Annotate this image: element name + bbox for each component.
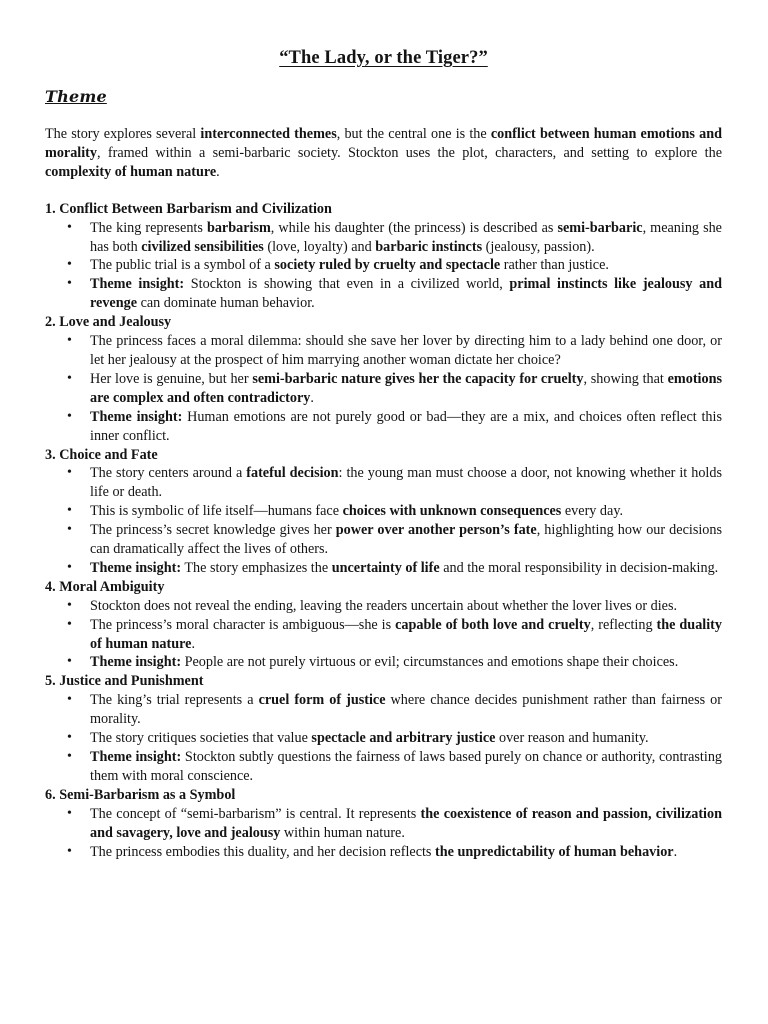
text-run: . (310, 389, 314, 406)
subsection-title: 4. Moral Ambiguity (45, 578, 165, 595)
bullet-icon: • (67, 219, 72, 235)
bullet-item (45, 219, 722, 257)
text-run: , reflecting (590, 616, 657, 633)
bullet-icon: • (67, 408, 72, 424)
bullet-icon: • (67, 749, 72, 764)
text-run: The story emphasizes the (181, 559, 332, 576)
bullet-list (45, 597, 722, 673)
bold-text: semi-barbaric (557, 219, 643, 236)
bold-text: Theme insight: (90, 276, 185, 293)
text-run: (jealousy, passion). (482, 238, 595, 255)
bullet-item (45, 332, 722, 370)
document-title: “The Lady, or the Tiger?” (279, 48, 488, 68)
bold-text: Theme insight: (90, 654, 182, 671)
subsection-title: 3. Choice and Fate (45, 446, 158, 463)
text-run: Stockton is showing that even in a civilized world, (184, 276, 510, 293)
text-run: where chance decides punishment rather than fairness or morality. (90, 692, 722, 728)
text-run: The story critiques societies that value (90, 730, 312, 747)
subsection-title: 5. Justice and Punishment (45, 673, 204, 690)
bullet-icon: • (67, 522, 72, 538)
bullet-item (45, 408, 722, 446)
bullet-list (45, 691, 722, 786)
theme-subsection (45, 313, 722, 445)
bold-text: cruel form of justice (258, 692, 386, 709)
theme-subsection (45, 672, 722, 785)
text-run: The princess’s secret knowledge gives her (90, 522, 336, 539)
text-run: The princess embodies this duality, and her decision reflects (90, 843, 435, 860)
bold-text: capable of both love and cruelty (395, 616, 591, 633)
text-run: , meaning she has both (90, 219, 722, 255)
text-run: , framed within a semi-barbaric society. Stockton uses the plot, characters, and setting to explore the (97, 144, 722, 161)
bold-text: power over another person’s fate (335, 522, 537, 539)
text-run: . (216, 163, 220, 180)
bullet-item (45, 256, 722, 275)
text-run: and the moral responsibility in decision-making. (439, 559, 719, 576)
bullet-icon: • (67, 597, 72, 613)
bullet-list (45, 464, 722, 577)
bullet-icon: • (67, 257, 72, 273)
bullet-item (45, 464, 722, 502)
text-run: The princess faces a moral dilemma: should she save her lover by directing him to a lady behind one door, or let her jealousy at the prospect of him marrying another woman dictate her choice? (90, 333, 722, 368)
text-run: The concept of “semi-barbarism” is central. It represents (90, 805, 421, 822)
text-run: can dominate human behavior. (137, 295, 315, 312)
bullet-item (45, 502, 722, 521)
bullet-item (45, 729, 722, 748)
text-run: : the young man must choose a door, not knowing whether it holds life or death. (90, 465, 722, 501)
bold-text: complexity of human nature (45, 163, 217, 180)
bullet-item (45, 597, 722, 616)
text-run: People are not purely virtuous or evil; circumstances and emotions shape their choices. (181, 654, 679, 671)
bold-text: choices with unknown consequences (342, 503, 562, 520)
bullet-list (45, 219, 722, 314)
bullet-item (45, 653, 722, 672)
bold-text: civilized sensibilities (141, 238, 264, 255)
bullet-item (45, 843, 722, 862)
bold-text: the unpredictability of human behavior (435, 843, 674, 860)
text-run: The king’s trial represents a (90, 692, 259, 709)
text-run: Stockton does not reveal the ending, leaving the readers uncertain about whether the lover lives or dies. (90, 597, 678, 614)
bold-text: interconnected themes (200, 126, 337, 142)
text-run: Stockton subtly questions the fairness of laws based purely on chance or authority, contrasting them with moral conscience. (90, 749, 723, 784)
theme-subsection (45, 786, 722, 862)
bold-text: Theme insight: (90, 559, 182, 576)
section-heading-theme: Theme (45, 87, 107, 106)
bullet-item (45, 616, 722, 654)
bullet-icon: • (67, 692, 72, 708)
bold-text: Theme insight: (90, 749, 182, 765)
text-run: (love, loyalty) and (263, 238, 376, 255)
text-run: Her love is genuine, but her (90, 370, 253, 387)
text-run: . (673, 843, 678, 860)
bullet-icon: • (67, 654, 72, 670)
text-run: The public trial is a symbol of a (90, 257, 275, 274)
text-run: Human emotions are not purely good or bad—they are a mix, and choices often reflect this inner conflict. (90, 408, 722, 444)
bold-text: spectacle and arbitrary justice (311, 730, 496, 747)
text-run: over reason and humanity. (495, 730, 649, 747)
bold-text: the duality of human nature (90, 616, 722, 652)
bullet-list (45, 332, 722, 445)
bullet-item (45, 559, 722, 578)
bullet-icon: • (67, 333, 72, 349)
bullet-item (45, 691, 722, 729)
subsection-title: 6. Semi-Barbarism as a Symbol (45, 786, 236, 803)
bullet-icon: • (67, 370, 72, 386)
text-run: . (191, 635, 195, 652)
text-run: The story explores several (45, 126, 201, 142)
text-run: This is symbolic of life itself—humans face (90, 503, 343, 520)
bold-text: society ruled by cruelty and spectacle (274, 257, 501, 274)
bullet-icon: • (67, 559, 72, 575)
text-run: The story centers around a (90, 465, 247, 482)
intro-paragraph (45, 125, 722, 182)
bullet-icon: • (67, 465, 72, 481)
bullet-icon: • (67, 730, 72, 746)
bullet-item (45, 748, 722, 786)
bold-text: uncertainty of life (331, 559, 440, 576)
subsection-title: 1. Conflict Between Barbarism and Civilization (45, 200, 332, 217)
bold-text: barbaric instincts (375, 238, 483, 255)
bold-text: semi-barbaric nature gives her the capacity for cruelty (252, 370, 584, 387)
bullet-icon: • (67, 843, 72, 859)
text-run: , but the central one is the (336, 126, 491, 142)
bullet-item (45, 370, 722, 408)
theme-subsection (45, 578, 722, 673)
bold-text: emotions are complex and often contradictory (90, 370, 723, 406)
bold-text: fateful decision (246, 465, 339, 482)
text-run: every day. (561, 503, 624, 520)
bold-text: the coexistence of reason and passion, civilization and savagery, love and jealousy (90, 805, 722, 841)
text-run: , highlighting how our decisions can dramatically affect the lives of others. (90, 522, 722, 558)
text-run: , showing that (583, 370, 668, 387)
bullet-icon: • (67, 276, 72, 292)
theme-subsections (45, 200, 722, 862)
theme-subsection (45, 200, 722, 313)
bullet-icon: • (67, 503, 72, 519)
bold-text: barbarism (206, 219, 271, 236)
bullet-icon: • (67, 805, 72, 821)
bullet-list (45, 805, 722, 862)
text-run: within human nature. (280, 824, 405, 841)
bullet-item (45, 275, 722, 313)
bold-text: Theme insight: (90, 408, 183, 425)
bold-text: conflict between human emotions and morality (45, 126, 722, 161)
bullet-item (45, 805, 722, 843)
bold-text: primal instincts like jealousy and revenge (90, 276, 722, 312)
theme-subsection (45, 446, 722, 578)
bullet-item (45, 521, 722, 559)
text-run: , while his daughter (the princess) is described as (270, 219, 558, 236)
text-run: The king represents (90, 219, 207, 236)
subsection-title: 2. Love and Jealousy (45, 314, 172, 331)
text-run: rather than justice. (500, 257, 609, 274)
bullet-icon: • (67, 616, 72, 632)
text-run: The princess’s moral character is ambiguous—she is (90, 616, 396, 633)
